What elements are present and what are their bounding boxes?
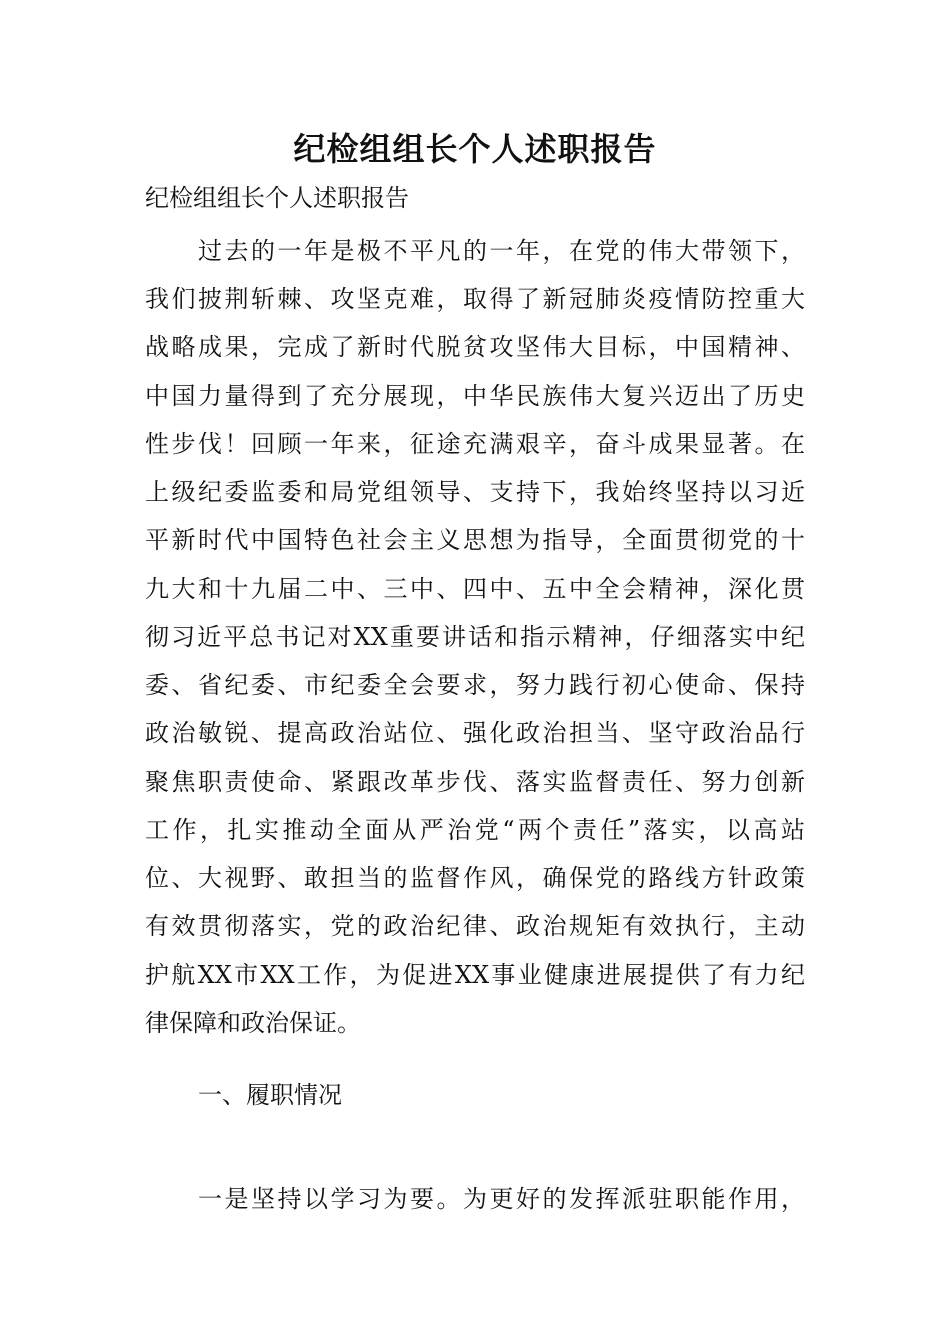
- paragraph-line: 政治敏锐、提高政治站位、强化政治担当、坚守政治品行: [145, 719, 805, 747]
- paragraph-line: 平新时代中国特色社会主义思想为指导，全面贯彻党的十: [145, 526, 805, 554]
- paragraph-line: 过去的一年是极不平凡的一年，在党的伟大带领下，: [198, 237, 805, 265]
- paragraph-line: 彻习近平总书记对XX重要讲话和指示精神，仔细落实中纪: [145, 623, 805, 651]
- document-subtitle: 纪检组组长个人述职报告: [145, 184, 409, 212]
- paragraph-line: 性步伐！回顾一年来，征途充满艰辛，奋斗成果显著。在: [145, 430, 805, 458]
- paragraph-line: 中国力量得到了充分展现，中华民族伟大复兴迈出了历史: [145, 382, 805, 410]
- paragraph-line: 上级纪委监委和局党组领导、支持下，我始终坚持以习近: [145, 478, 805, 506]
- paragraph-line: 工作，扎实推动全面从严治党“两个责任”落实，以高站: [145, 816, 805, 844]
- paragraph-line: 位、大视野、敢担当的监督作风，确保党的路线方针政策: [145, 864, 805, 892]
- paragraph-line: 九大和十九届二中、三中、四中、五中全会精神，深化贯: [145, 575, 805, 603]
- paragraph-line: 委、省纪委、市纪委全会要求，努力践行初心使命、保持: [145, 671, 805, 699]
- paragraph-line: 护航XX市XX工作，为促进XX事业健康进展提供了有力纪: [145, 961, 805, 989]
- section-heading: 一、履职情况: [198, 1081, 342, 1109]
- paragraph-line: 有效贯彻落实，党的政治纪律、政治规矩有效执行，主动: [145, 912, 805, 940]
- paragraph-line: 律保障和政治保证。: [145, 1009, 361, 1037]
- paragraph-line: 我们披荆斩棘、攻坚克难，取得了新冠肺炎疫情防控重大: [145, 285, 805, 313]
- paragraph-line: 战略成果，完成了新时代脱贫攻坚伟大目标，中国精神、: [145, 333, 805, 361]
- paragraph-line: 一是坚持以学习为要。为更好的发挥派驻职能作用，: [198, 1185, 805, 1213]
- paragraph-line: 聚焦职责使命、紧跟改革步伐、落实监督责任、努力创新: [145, 768, 805, 796]
- document-title: 纪检组组长个人述职报告: [293, 130, 657, 168]
